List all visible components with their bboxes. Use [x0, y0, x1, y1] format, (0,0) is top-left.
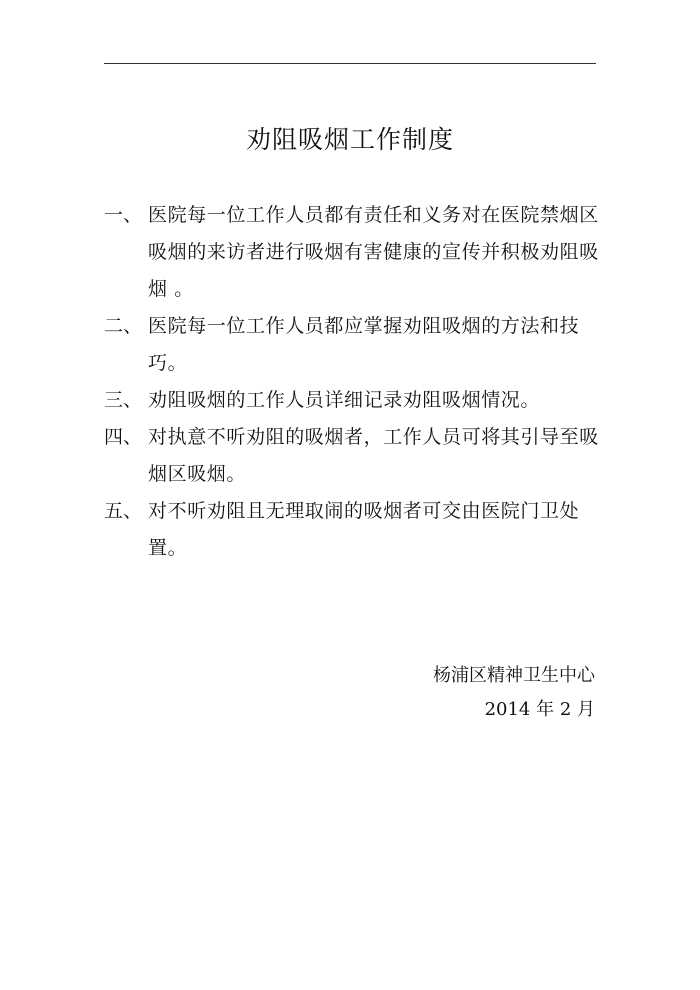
rules-list: [104, 197, 604, 567]
rule-number: 三、: [104, 389, 143, 411]
rule-text: 劝阻吸烟的工作人员详细记录劝阻吸烟情况。: [148, 389, 541, 411]
rule-item-1: [104, 197, 604, 308]
rule-text: 医院每一位工作人员都有责任和义务对在医院禁烟区吸烟的来访者进行吸烟有害健康的宣传并积极劝阻吸烟 。: [148, 204, 599, 300]
rule-item-4: [104, 419, 604, 493]
rule-number: 五、: [104, 500, 143, 522]
rule-number: 四、: [104, 426, 143, 448]
rule-number: 二、: [104, 315, 143, 337]
rule-number: 一、: [104, 204, 143, 226]
rule-item-2: [104, 308, 604, 382]
header-rule: [104, 63, 596, 64]
signature-date: 2014 年 2 月: [484, 699, 595, 720]
rule-item-3: [104, 382, 604, 419]
signature-block: [433, 659, 595, 727]
signature-organization: 杨浦区精神卫生中心: [433, 665, 595, 686]
rule-text: 对不听劝阻且无理取闹的吸烟者可交由医院门卫处置。: [148, 500, 580, 559]
rule-item-5: [104, 493, 604, 567]
rule-text: 对执意不听劝阻的吸烟者，工作人员可将其引导至吸烟区吸烟。: [148, 426, 599, 485]
document-title: 劝阻吸烟工作制度: [245, 125, 454, 154]
rule-text: 医院每一位工作人员都应掌握劝阻吸烟的方法和技巧。: [148, 315, 580, 374]
